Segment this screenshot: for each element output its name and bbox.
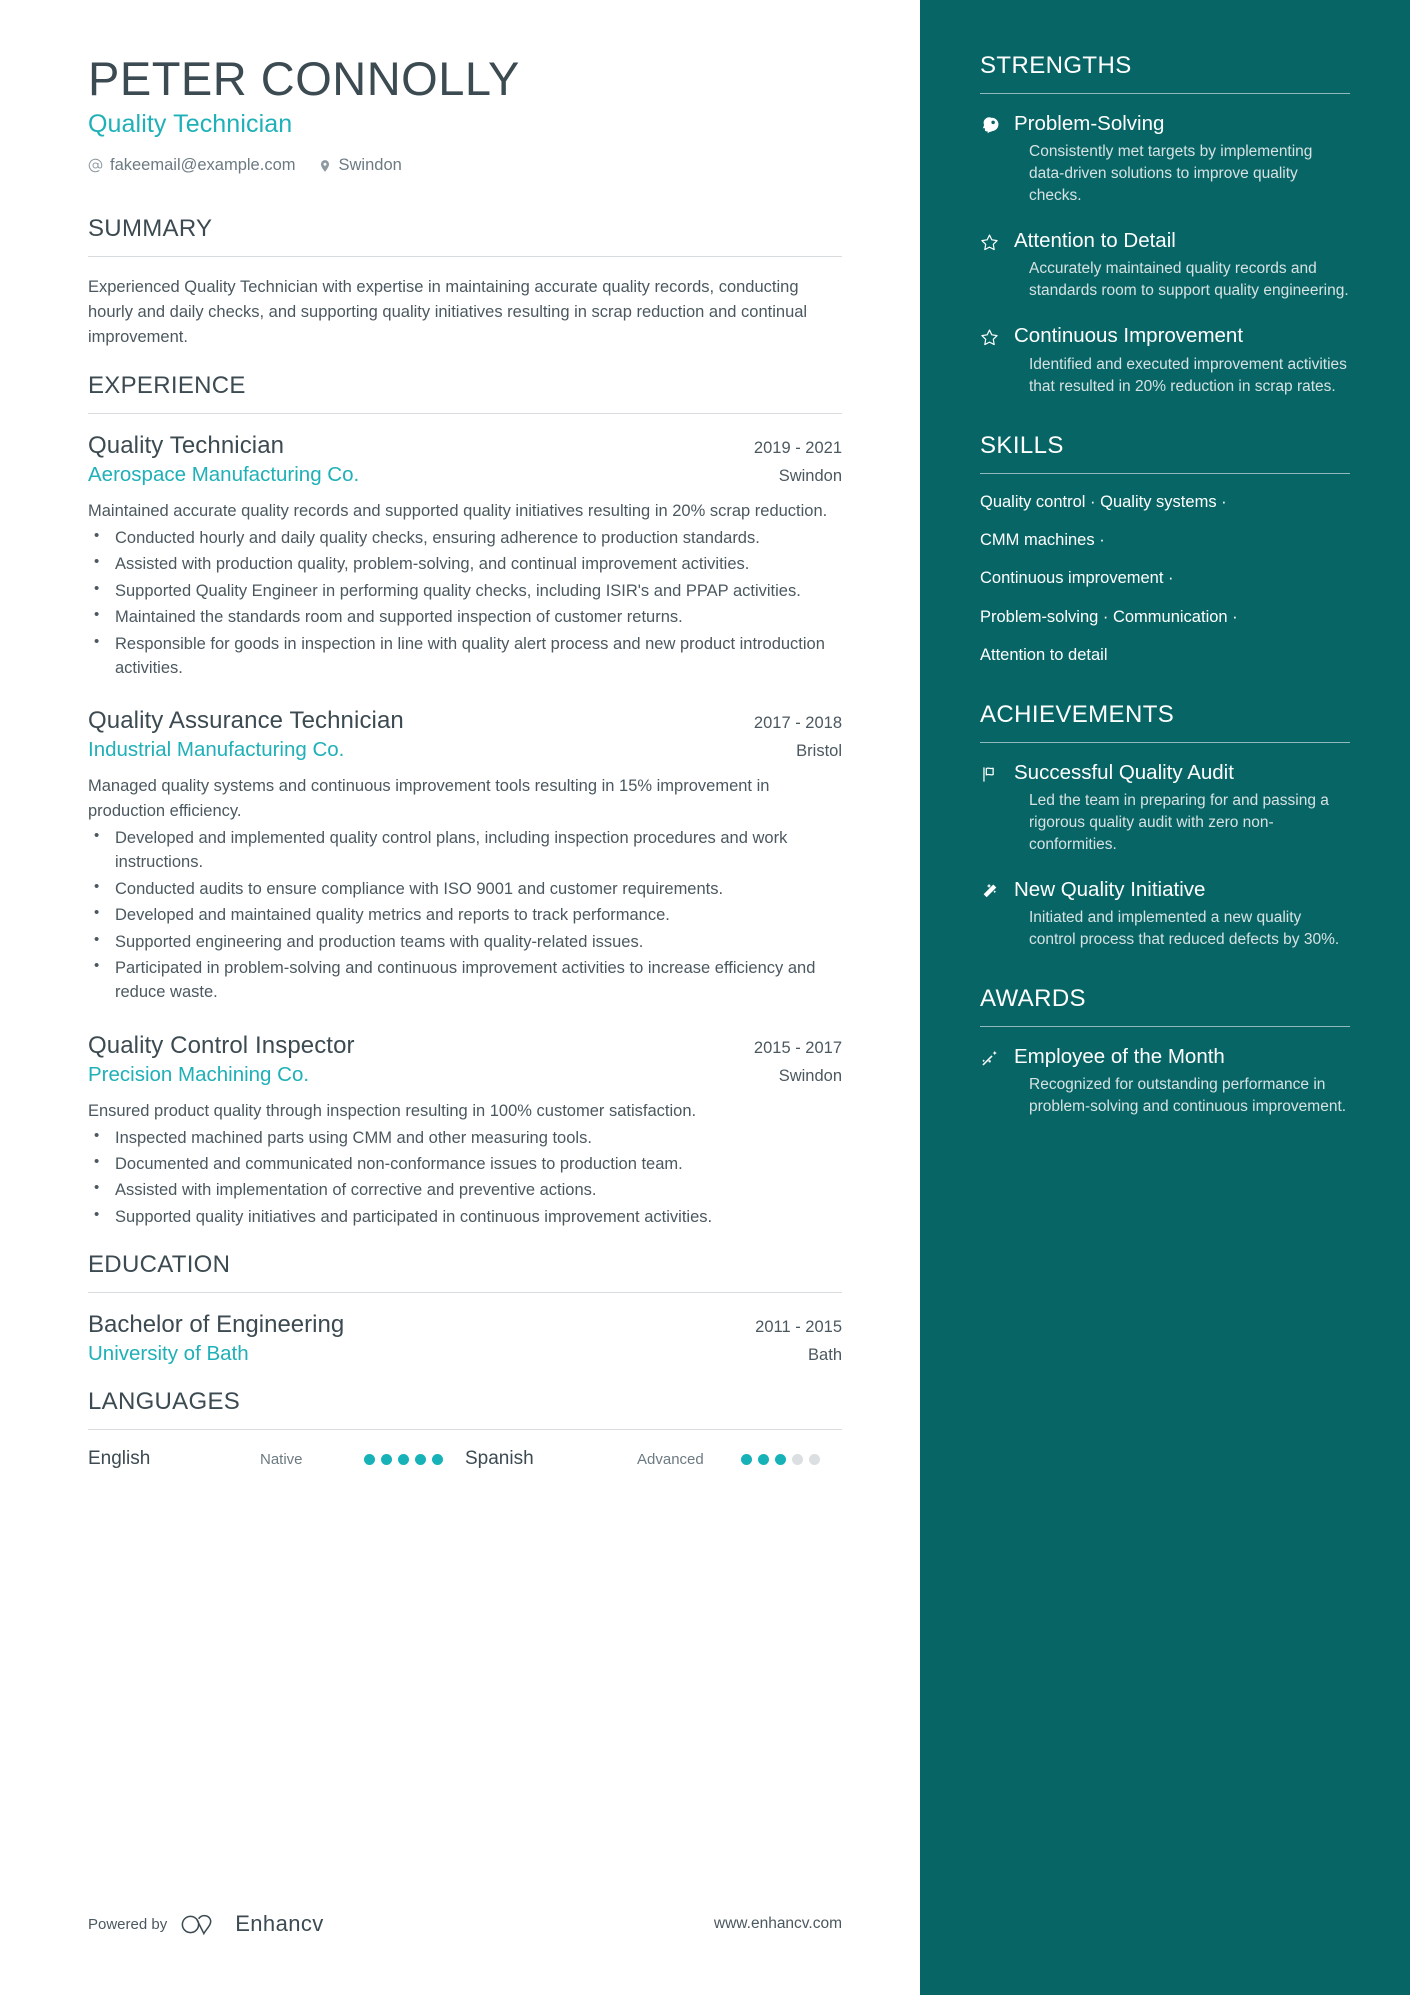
rating-dot — [741, 1454, 752, 1465]
divider — [88, 413, 842, 414]
strength-item — [980, 229, 1350, 302]
head-idea-icon — [980, 112, 1001, 207]
section-experience — [88, 372, 842, 1229]
experience-entry — [88, 707, 842, 1004]
language-level: Advanced — [637, 1450, 704, 1468]
strength-item — [980, 112, 1350, 207]
language-rating-dots — [741, 1454, 820, 1465]
section-title-education: EDUCATION — [88, 1251, 231, 1279]
list-item: • Developed and maintained quality metrics and reports to track performance. — [88, 903, 842, 927]
skill-line: Continuous improvement · — [980, 569, 1174, 588]
skills-list — [980, 492, 1350, 667]
rating-dot — [415, 1454, 426, 1465]
strength-heading: Attention to Detail — [1014, 229, 1176, 253]
list-item: • Conducted hourly and daily quality checks, ensuring adherence to production standards. — [88, 526, 842, 550]
achievement-item — [980, 878, 1350, 951]
achievement-text: Initiated and implemented a new quality control process that reduced defects by 30%. — [1029, 909, 1340, 949]
language-level: Native — [260, 1450, 303, 1468]
experience-entry — [88, 1032, 842, 1229]
section-title-experience: EXPERIENCE — [88, 372, 246, 400]
contact-location[interactable] — [318, 156, 402, 175]
section-summary — [88, 215, 842, 350]
list-item: • Assisted with production quality, problem-solving, and continual improvement activities. — [88, 552, 842, 576]
skill-line: Attention to detail — [980, 646, 1108, 665]
star-icon — [980, 324, 1001, 397]
achievement-text: Led the team in preparing for and passing a rigorous quality audit with zero non-conformities. — [1029, 791, 1329, 853]
rating-dot — [432, 1454, 443, 1465]
language-item — [88, 1448, 465, 1470]
page-title: PETER CONNOLLY — [88, 52, 520, 105]
list-item: • Conducted audits to ensure compliance with ISO 9001 and customer requirements. — [88, 877, 842, 901]
rating-dot — [758, 1454, 769, 1465]
award-heading: Employee of the Month — [1014, 1045, 1225, 1069]
section-title-languages: LANGUAGES — [88, 1388, 241, 1416]
education-degree: Bachelor of Engineering — [88, 1311, 345, 1339]
award-item — [980, 1045, 1350, 1118]
achievement-heading: New Quality Initiative — [1014, 877, 1206, 901]
contact-location-text: Swindon — [338, 156, 402, 175]
experience-title: Quality Control Inspector — [88, 1031, 355, 1059]
list-item: • Responsible for goods in inspection in line with quality alert process and new product introduction activities. — [88, 632, 842, 681]
summary-text: Experienced Quality Technician with expertise in maintaining accurate quality records, conducting hourly and daily checks, and supporting quality initiatives resulting in scrap reduction and continual improvement. — [88, 278, 808, 347]
education-location: Bath — [808, 1346, 842, 1365]
job-role-subtitle: Quality Technician — [88, 110, 293, 139]
list-item: • Supported quality initiatives and participated in continuous improvement activities. — [88, 1205, 842, 1229]
powered-by-block — [88, 1911, 324, 1937]
section-title-strengths: STRENGTHS — [980, 52, 1132, 79]
experience-entry — [88, 432, 842, 680]
strength-text: Consistently met targets by implementing data-driven solutions to improve quality checks. — [1029, 143, 1313, 205]
award-text: Recognized for outstanding performance in problem-solving and continuous improvement. — [1029, 1076, 1347, 1116]
section-languages — [88, 1388, 842, 1470]
language-name: English — [88, 1448, 151, 1470]
rating-dot — [792, 1454, 803, 1465]
footer — [88, 1911, 842, 1937]
divider — [980, 742, 1350, 743]
experience-date: 2019 - 2021 — [753, 439, 842, 458]
language-name: Spanish — [465, 1448, 534, 1470]
experience-location: Bristol — [796, 742, 842, 761]
strength-heading: Continuous Improvement — [1014, 324, 1244, 348]
divider — [980, 1026, 1350, 1027]
footer-site-url[interactable]: www.enhancv.com — [713, 1915, 842, 1932]
experience-company: Industrial Manufacturing Co. — [88, 738, 345, 762]
section-title-summary: SUMMARY — [88, 215, 213, 243]
section-awards — [980, 985, 1350, 1118]
list-item: • Documented and communicated non-conformance issues to production team. — [88, 1152, 842, 1176]
list-item: • Maintained the standards room and supported inspection of customer returns. — [88, 605, 842, 629]
contact-email-text: fakeemail@example.com — [110, 156, 296, 175]
rating-dot — [364, 1454, 375, 1465]
experience-description: Managed quality systems and continuous improvement tools resulting in 15% improvement in production efficiency. — [88, 777, 770, 821]
experience-description: Ensured product quality through inspection resulting in 100% customer satisfaction. — [88, 1101, 697, 1120]
experience-bullets — [88, 1126, 842, 1230]
list-item: • Supported engineering and production teams with quality-related issues. — [88, 930, 842, 954]
divider — [980, 93, 1350, 94]
list-item: • Developed and implemented quality control plans, including inspection procedures and work instructions. — [88, 826, 842, 875]
skill-line: Problem-solving · Communication · — [980, 607, 1238, 626]
section-skills — [980, 432, 1350, 667]
rating-dot — [809, 1454, 820, 1465]
brand-name: Enhancv — [235, 1911, 324, 1936]
list-item: • Inspected machined parts using CMM and other measuring tools. — [88, 1126, 842, 1150]
section-achievements — [980, 701, 1350, 951]
powered-by-label: Powered by — [88, 1915, 168, 1933]
section-strengths — [980, 52, 1350, 398]
strength-text: Identified and executed improvement activities that resulted in 20% reduction in scrap rates. — [1029, 355, 1347, 395]
education-entry — [88, 1311, 842, 1366]
strength-item — [980, 324, 1350, 397]
at-sign-icon — [88, 158, 103, 173]
experience-company: Precision Machining Co. — [88, 1062, 310, 1086]
map-pin-icon — [318, 158, 332, 174]
divider — [88, 1292, 842, 1293]
list-item: • Assisted with implementation of corrective and preventive actions. — [88, 1178, 842, 1202]
education-date: 2011 - 2015 — [755, 1318, 842, 1337]
section-title-achievements: ACHIEVEMENTS — [980, 700, 1175, 728]
magic-wand-icon — [980, 878, 1001, 951]
experience-bullets — [88, 526, 842, 680]
list-item: • Participated in problem-solving and continuous improvement activities to increase efficiency and reduce waste. — [88, 956, 842, 1005]
experience-company: Aerospace Manufacturing Co. — [88, 463, 360, 487]
language-rating-dots — [364, 1454, 443, 1465]
section-title-awards: AWARDS — [980, 985, 1086, 1013]
experience-date: 2017 - 2018 — [753, 714, 842, 733]
divider — [88, 1429, 842, 1430]
experience-date: 2015 - 2017 — [753, 1038, 842, 1057]
education-school: University of Bath — [88, 1342, 249, 1366]
divider — [980, 473, 1350, 474]
flag-icon — [980, 761, 1001, 856]
rating-dot — [398, 1454, 409, 1465]
language-item — [465, 1448, 842, 1470]
experience-title: Quality Assurance Technician — [88, 707, 404, 735]
experience-location: Swindon — [778, 467, 842, 486]
contact-row — [88, 156, 842, 175]
enhancv-logo-icon — [180, 1911, 222, 1937]
languages-row — [88, 1448, 842, 1470]
experience-description: Maintained accurate quality records and supported quality initiatives resulting in 20% scrap reduction. — [88, 502, 828, 521]
shooting-star-icon — [980, 1045, 1001, 1118]
rating-dot — [381, 1454, 392, 1465]
sidebar — [920, 0, 1410, 1995]
list-item: • Supported Quality Engineer in performing quality checks, including ISIR's and PPAP activities. — [88, 579, 842, 603]
section-education — [88, 1251, 842, 1366]
experience-location: Swindon — [778, 1066, 842, 1085]
skill-line: Quality control · Quality systems · — [980, 492, 1227, 511]
strength-heading: Problem-Solving — [1014, 112, 1165, 135]
experience-bullets — [88, 826, 842, 1005]
skill-line: CMM machines · — [980, 531, 1105, 549]
divider — [88, 256, 842, 257]
experience-title: Quality Technician — [88, 432, 285, 460]
strength-text: Accurately maintained quality records and standards room to support quality engineering. — [1029, 260, 1349, 300]
achievement-item — [980, 761, 1350, 856]
achievement-heading: Successful Quality Audit — [1014, 760, 1234, 784]
star-icon — [980, 229, 1001, 302]
contact-email[interactable] — [88, 156, 296, 175]
section-title-skills: SKILLS — [980, 431, 1064, 459]
rating-dot — [775, 1454, 786, 1465]
